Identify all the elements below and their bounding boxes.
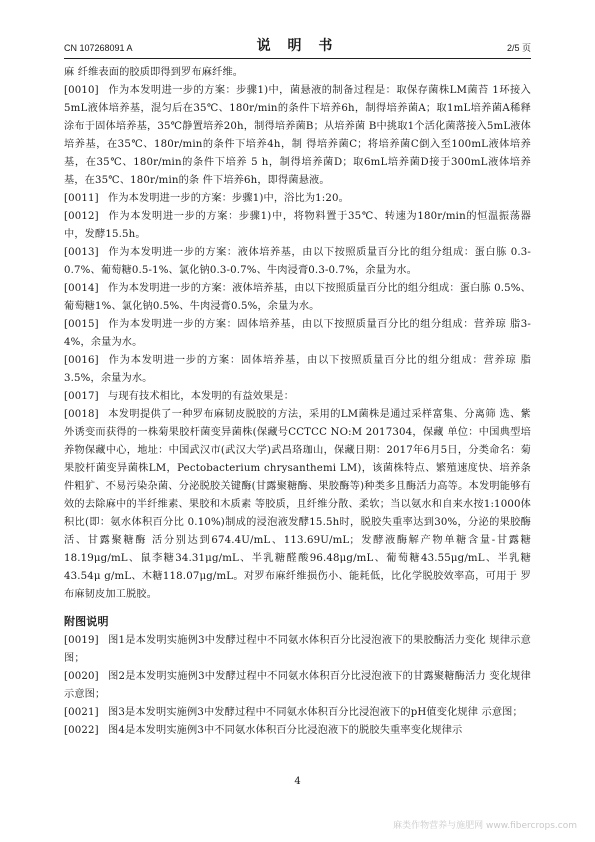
paragraph-number: [0011] [64,193,99,204]
paragraph-number: [0013] [64,247,99,258]
paragraph-number: [0015] [64,319,99,330]
paragraph-0018: [0018] 本发明提供了一种罗布麻韧皮脱胶的方法，采用的LM菌株是通过采样富集、分离筛 选、紫外诱变而获得的一株菊果胶杆菌变异菌株(保藏号CCTCC NO:M 2017304，保藏 单位：中国典型培养物保藏中心，地址：中国武汉市(武汉大学)武昌珞珈山，保藏日期：2017年6月5日，分类命名：菊果胶杆菌变异菌株LM，Pectobacterium chrysanthemi LM)，该菌株特点、繁殖速度快、培养条件粗犷、不易污染杂菌、分泌脱胶关键酶(甘露聚糖酶、果胶酶等)种类多且酶活力高等。本发明能够有效的去除麻中的半纤维素、果胶和木质素 等胶质，且纤维分散、柔软；当以氨水和自来水按1:1000体积比(即：氨水体积百分比 0.10%)制成的浸泡液发酵15.5h时，脱胶失重率达到30%，分泌的果胶酶活、甘露聚糖酶 活分别达到674.4U/mL、113.69U/mL；发酵液酶解产物单糖含量-甘露糖18.19μg/mL、鼠李糖34.31μg/mL、半乳糖醛酸96.48μg/mL、葡萄糖43.55μg/mL、半乳糖43.54μ g/mL、木糖118.07μg/mL。对罗布麻纤维损伤小、能耗低，比化学脱胶效率高，可用于 罗布麻韧皮加工脱胶。 [64,406,531,604]
header-rule [64,58,531,59]
paragraph-0011: [0011] 作为本发明进一步的方案：步骤1)中，浴比为1:20。 [64,190,531,208]
paragraph-number: [0016] [64,355,99,366]
paragraph-number: [0014] [64,283,99,294]
paragraph-0022: [0022] 图4是本发明实施例3中不同氨水体积百分比浸泡液下的脱胶失重率变化规律示 [64,722,531,740]
section-heading: 附图说明 [64,615,109,628]
paragraph-number: [0018] [64,409,99,420]
paragraph-0019: [0019] 图1是本发明实施例3中发酵过程中不同氨水体积百分比浸泡液下的果胶酶活力变化 规律示意图； [64,632,531,668]
paragraph-0013: [0013] 作为本发明进一步的方案：液体培养基，由以下按照质量百分比的组分组成：蛋白胨 0.3-0.7%、葡萄糖0.5-1%、氯化钠0.3-0.7%、牛肉浸膏0.3-0.7%，余量为水。 [64,244,531,280]
paragraph-number: [0019] [64,635,99,646]
paragraph-number: [0017] [64,391,99,402]
document-title: 说 明 书 [256,38,339,54]
page-header [64,40,531,56]
paragraph-0012: [0012] 作为本发明进一步的方案：步骤1)中，将物料置于35℃、转速为180r/min的恒温振荡器中，发酵15.5h。 [64,208,531,244]
site-watermark: 麻类作物营养与施肥网 www.fibercrops.com [393,821,577,831]
publication-number: CN 107268091 A [64,43,133,53]
paragraph-number: [0010] [64,85,99,96]
document-body [64,64,531,740]
paragraph-number: [0021] [64,707,99,718]
paragraph-0015: [0015] 作为本发明进一步的方案：固体培养基，由以下按照质量百分比的组分组成：营养琼 脂3-4%，余量为水。 [64,316,531,352]
paragraph-0014: [0014] 作为本发明进一步的方案：液体培养基，由以下按照质量百分比的组分组成：蛋白胨 0.5%、葡萄糖1%、氯化钠0.5%、牛肉浸膏0.5%，余量为水。 [64,280,531,316]
paragraph-0016: [0016] 作为本发明进一步的方案：固体培养基，由以下按照质量百分比的组分组成：营养琼 脂3.5%，余量为水。 [64,352,531,388]
paragraph-number: [0022] [64,725,99,736]
paragraph-0020: [0020] 图2是本发明实施例3中发酵过程中不同氨水体积百分比浸泡液下的甘露聚糖酶活力 变化规律示意图； [64,668,531,704]
page-indicator: 2/5 页 [506,43,531,53]
paragraph-number: [0012] [64,211,99,222]
paragraph-0017: [0017] 与现有技术相比，本发明的有益效果是： [64,388,531,406]
paragraph-number: [0020] [64,671,99,682]
paragraph-0021: [0021] 图3是本发明实施例3中发酵过程中不同氨水体积百分比浸泡液下的pH值变化规律 示意图； [64,704,531,722]
paragraph-0010: [0010] 作为本发明进一步的方案：步骤1)中，菌悬液的制备过程是：取保存菌株LM菌苔 1环接入5mL液体培养基，混匀后在35℃、180r/min的条件下培养6h，制得培养菌A；取1mL培养菌A稀释涂布于固体培养基，35℃静置培养20h，制得培养菌B；从培养菌 B中挑取1个活化菌落接入5mL液体培养基，在35℃、180r/min的条件下培养4h，制 得培养菌C；将培养菌C倒入至100mL液体培养基，在35℃、180r/min的条件下培养 5 h，制得培养菌D；取6mL培养菌D接于300mL液体培养基，在35℃、180r/min的条 件下培养6h，即得菌悬液。 [64,82,531,190]
page-number: 4 [294,776,301,787]
paragraph-continuation: 麻 纤维表面的胶质即得到罗布麻纤维。 [64,67,244,78]
